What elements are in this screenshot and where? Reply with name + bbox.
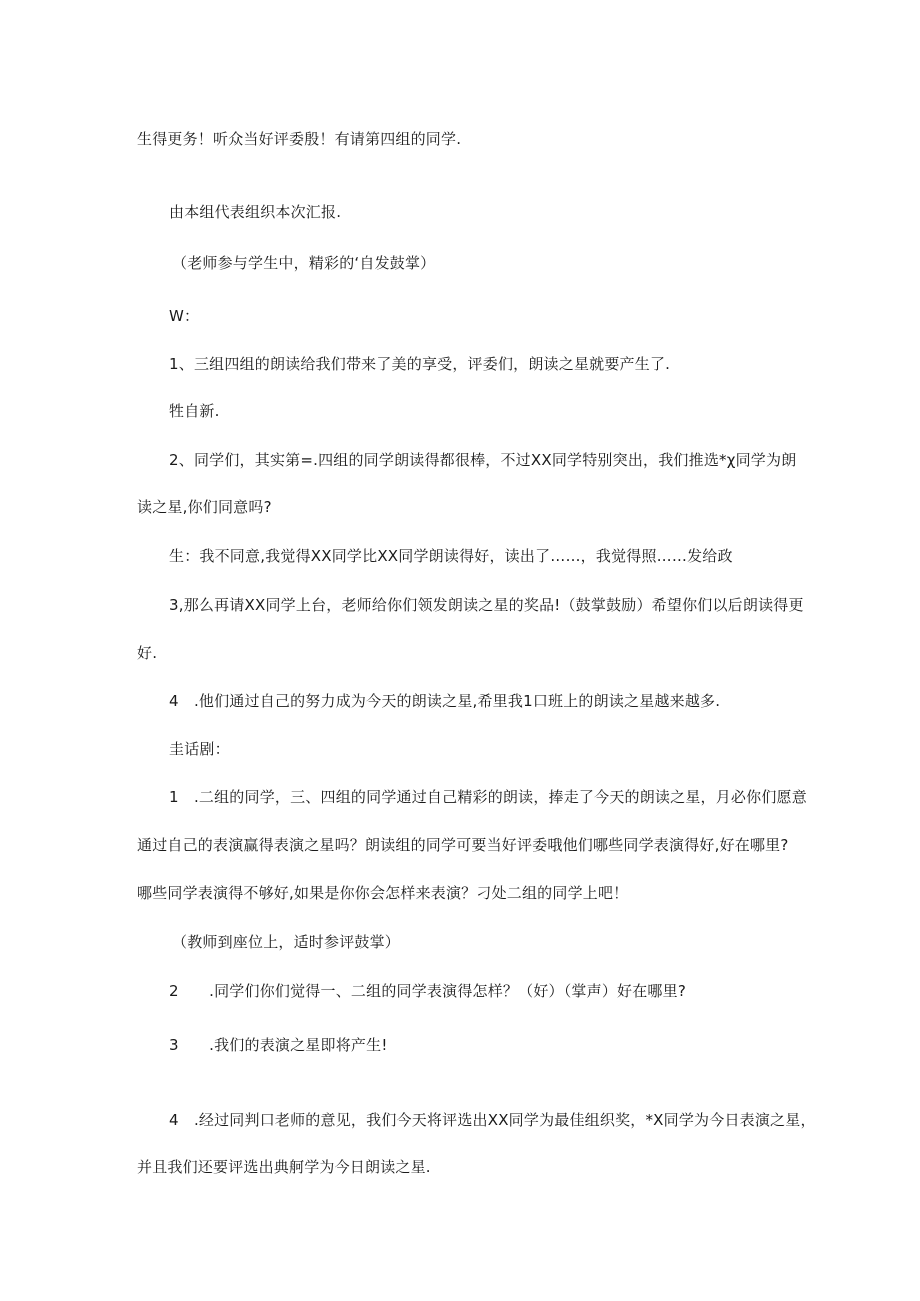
text-line-12: 4 .他们通过自己的努力成为今天的朗读之星,希里我1口班上的朗读之星越来越多. — [169, 692, 721, 710]
text-line-2: 由本组代表组织本次汇报. — [169, 203, 342, 221]
text-line-3: （老师参与学生中，精彩的‘自发鼓掌） — [172, 254, 436, 272]
text-line-20: 4 .经过同判口老师的意见，我们今天将评选出XX同学为最佳组织奖，*X同学为今日表演之星， — [169, 1111, 816, 1129]
text-line-11: 好. — [137, 644, 158, 662]
text-line-8: 读之星,你们同意吗? — [137, 498, 272, 516]
text-line-21: 并且我们还要评选出典舸学为今日朗读之星. — [137, 1158, 431, 1176]
text-line-17: （教师到座位上，适时参评鼓掌） — [172, 933, 401, 951]
text-line-6: 牲自新. — [169, 402, 220, 420]
text-line-10: 3,那么再请XX同学上台，老师给你们领发朗读之星的奖品!（鼓掌鼓励）希望你们以后朗读得更 — [169, 596, 804, 614]
text-line-5: 1、三组四组的朗读给我们带来了美的享受，评委们，朗读之星就要产生了. — [169, 355, 671, 373]
text-line-9: 生：我不同意,我觉得XX同学比XX同学朗读得好，读出了……，我觉得照……发给政 — [169, 547, 733, 565]
text-line-13: 圭话剧： — [169, 740, 230, 758]
text-line-18: 2 .同学们你们觉得一、二组的同学表演得怎样？（好）（掌声）好在哪里? — [169, 982, 686, 1000]
text-line-16: 哪些同学表演得不够好,如果是你你会怎样来表演？刁处二组的同学上吧！ — [137, 884, 629, 902]
text-line-19: 3 .我们的表演之星即将产生! — [169, 1036, 388, 1054]
text-line-1: 生得更务！听众当好评委殷！有请第四组的同学. — [137, 130, 462, 148]
text-line-15: 通过自己的表演赢得表演之星吗？朗读组的同学可要当好评委哦他们哪些同学表演得好,好在哪里? — [137, 836, 789, 854]
text-line-4: W： — [169, 307, 200, 325]
text-line-14: 1 .二组的同学，三、四组的同学通过自己精彩的朗读，捧走了今天的朗读之星，月必你们愿意 — [169, 788, 807, 806]
text-line-7: 2、同学们，其实第=.四组的同学朗读得都很棒，不过XX同学特别突出，我们推选*χ同学为朗 — [169, 451, 797, 469]
